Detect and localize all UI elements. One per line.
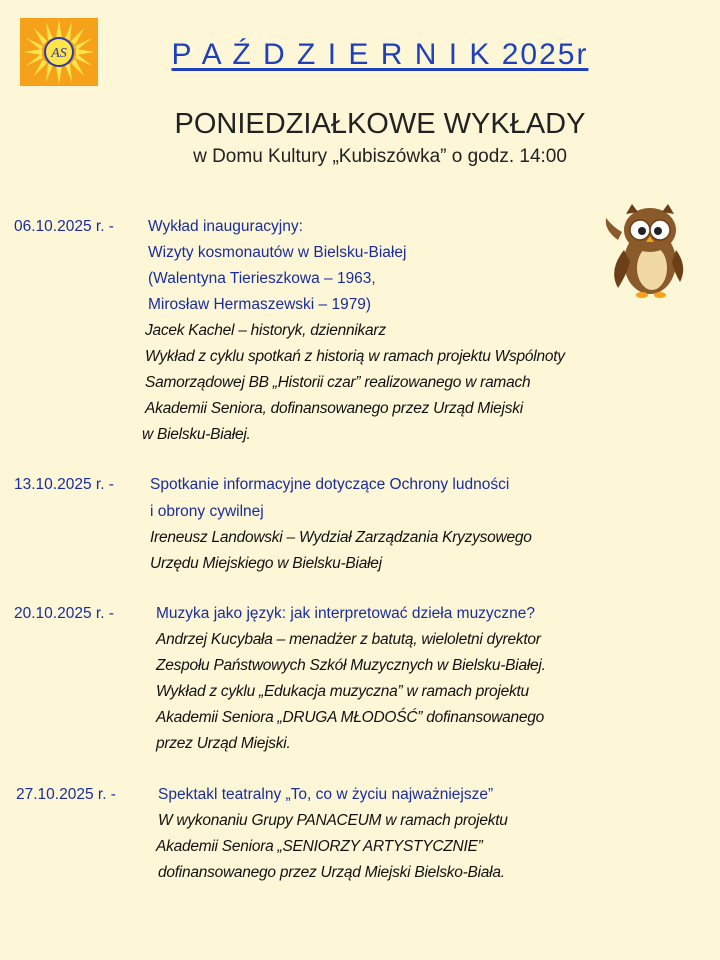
- venue-line: w Domu Kultury „Kubiszówka” o godz. 14:00: [193, 146, 567, 167]
- event-title-line: Wykład inauguracyjny:: [148, 218, 303, 235]
- series-title: PONIEDZIAŁKOWE WYKŁADY: [174, 108, 586, 140]
- event-title-line: Spektakl teatralny „To, co w życiu najważniejsze”: [158, 786, 494, 803]
- event-detail-line: Ireneusz Landowski – Wydział Zarządzania Kryzysowego: [150, 529, 532, 546]
- event-date: 20.10.2025 r. -: [14, 605, 114, 622]
- event-detail-line: W wykonaniu Grupy PANACEUM w ramach projektu: [158, 812, 508, 829]
- event-title-line: Muzyka jako język: jak interpretować dzieła muzyczne?: [156, 605, 536, 622]
- event-detail-line: przez Urząd Miejski.: [156, 735, 291, 752]
- event-detail-line: Samorządowej BB „Historii czar” realizowanego w ramach: [145, 374, 531, 391]
- event-date: 13.10.2025 r. -: [14, 476, 114, 493]
- event-date: 06.10.2025 r. -: [14, 218, 114, 235]
- event-detail-line: Wykład z cyklu „Edukacja muzyczna” w ramach projektu: [156, 683, 529, 700]
- event-detail-line: Akademii Seniora „SENIORZY ARTYSTYCZNIE”: [156, 838, 483, 855]
- event-detail-line: Urzędu Miejskiego w Bielsku-Białej: [150, 555, 382, 572]
- event-detail-line: w Bielsku-Białej.: [142, 426, 251, 443]
- month-title: P A Ź D Z I E R N I K 2025r: [171, 38, 589, 71]
- owl-illustration: [598, 200, 688, 300]
- event-date: 27.10.2025 r. -: [16, 786, 116, 803]
- event-title-line: (Walentyna Tierieszkowa – 1963,: [148, 270, 376, 287]
- event-detail-line: Zespołu Państwowych Szkół Muzycznych w Bielsku-Białej.: [156, 657, 546, 674]
- event-detail-line: Akademii Seniora „DRUGA MŁODOŚĆ” dofinansowanego: [156, 709, 545, 726]
- event-title-line: Spotkanie informacyjne dotyczące Ochrony ludności: [150, 476, 510, 493]
- event-detail-line: Andrzej Kucybała – menadżer z batutą, wieloletni dyrektor: [156, 631, 541, 648]
- event-detail-line: Akademii Seniora, dofinansowanego przez Urząd Miejski: [145, 400, 523, 417]
- event-title-line: Mirosław Hermaszewski – 1979): [148, 296, 372, 313]
- event-detail-line: dofinansowanego przez Urząd Miejski Bielsko-Biała.: [158, 864, 505, 881]
- event-title-line: Wizyty kosmonautów w Bielsku-Białej: [148, 244, 407, 261]
- event-detail-line: Jacek Kachel – historyk, dziennikarz: [145, 322, 386, 339]
- event-detail-line: Wykład z cyklu spotkań z historią w ramach projektu Wspólnoty: [145, 348, 565, 365]
- logo-text: AS: [51, 46, 67, 61]
- event-title-line: i obrony cywilnej: [150, 503, 264, 520]
